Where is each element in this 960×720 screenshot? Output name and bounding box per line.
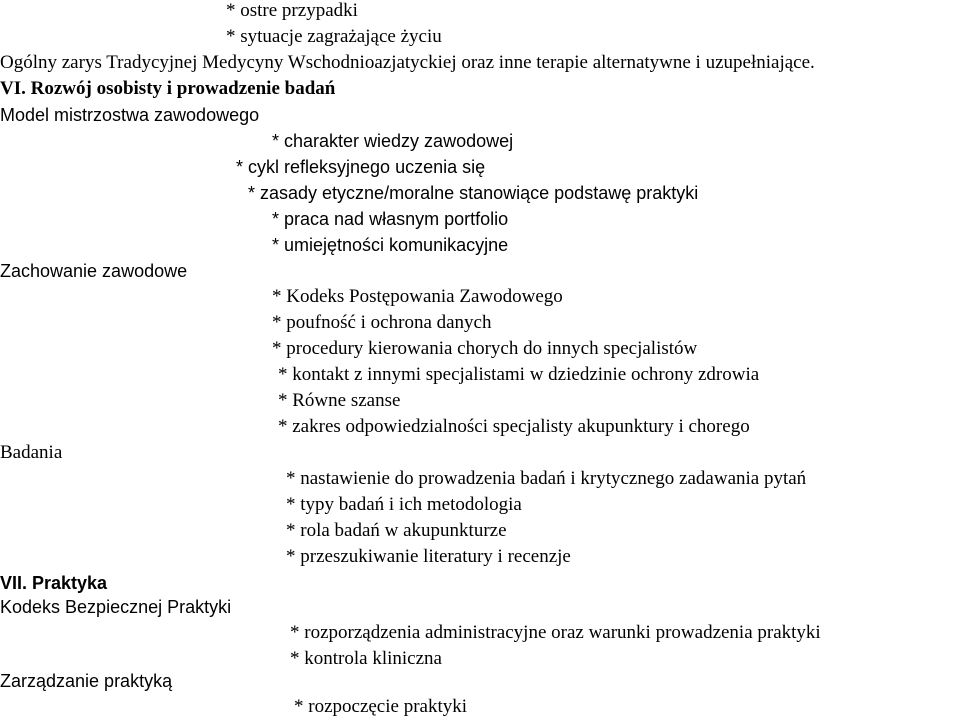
bullet-zasady-etyczne: * zasady etyczne/moralne stanowiące podstawę praktyki (248, 183, 699, 203)
subheading-badania: Badania (0, 442, 63, 463)
bullet-kodeks-postepowania: * Kodeks Postępowania Zawodowego (272, 286, 563, 307)
bullet-procedury-kierowania: * procedury kierowania chorych do innych specjalistów (272, 338, 698, 359)
section-heading-vi: VI. Rozwój osobisty i prowadzenie badań (0, 78, 336, 99)
bullet-sytuacje-zagrazajace: * sytuacje zagrażające życiu (226, 26, 442, 47)
bullet-typy-badan: * typy badań i ich metodologia (286, 494, 522, 515)
bullet-poufnosc: * poufność i ochrona danych (272, 312, 492, 333)
bullet-rozpoczecie-praktyki: * rozpoczęcie praktyki (294, 696, 468, 717)
subheading-model-mistrzostwa: Model mistrzostwa zawodowego (0, 105, 260, 125)
bullet-cykl-refleksyjny: * cykl refleksyjnego uczenia się (236, 157, 486, 177)
bullet-umiejetnosci-komunikacyjne: * umiejętności komunikacyjne (272, 235, 509, 255)
bullet-nastawienie-badan: * nastawienie do prowadzenia badań i krytycznego zadawania pytań (286, 468, 807, 489)
bullet-charakter-wiedzy: * charakter wiedzy zawodowej (272, 131, 514, 151)
bullet-przeszukiwanie-literatury: * przeszukiwanie literatury i recenzje (286, 546, 571, 567)
bullet-rola-badan: * rola badań w akupunkturze (286, 520, 507, 541)
section-heading-vii: VII. Praktyka (0, 573, 108, 593)
paragraph-tradycyjna-medycyna: Ogólny zarys Tradycyjnej Medycyny Wschodnioazjatyckiej oraz inne terapie alternatywne i uzupełniające. (0, 52, 815, 73)
bullet-ostre-przypadki: * ostre przypadki (226, 0, 358, 21)
bullet-rozporzadzenia: * rozporządzenia administracyjne oraz warunki prowadzenia praktyki (290, 622, 821, 643)
bullet-praca-portfolio: * praca nad własnym portfolio (272, 209, 509, 229)
bullet-kontrola-kliniczna: * kontrola kliniczna (290, 648, 442, 669)
bullet-zakres-odpowiedzialnosci: * zakres odpowiedzialności specjalisty akupunktury i chorego (278, 416, 750, 437)
subheading-zarzadzanie-praktyka: Zarządzanie praktyką (0, 671, 173, 691)
bullet-kontakt-specjalisci: * kontakt z innymi specjalistami w dziedzinie ochrony zdrowia (278, 364, 760, 385)
subheading-zachowanie-zawodowe: Zachowanie zawodowe (0, 261, 188, 281)
bullet-rowne-szanse: * Równe szanse (278, 390, 401, 411)
subheading-kodeks-bezpiecznej: Kodeks Bezpiecznej Praktyki (0, 597, 232, 617)
